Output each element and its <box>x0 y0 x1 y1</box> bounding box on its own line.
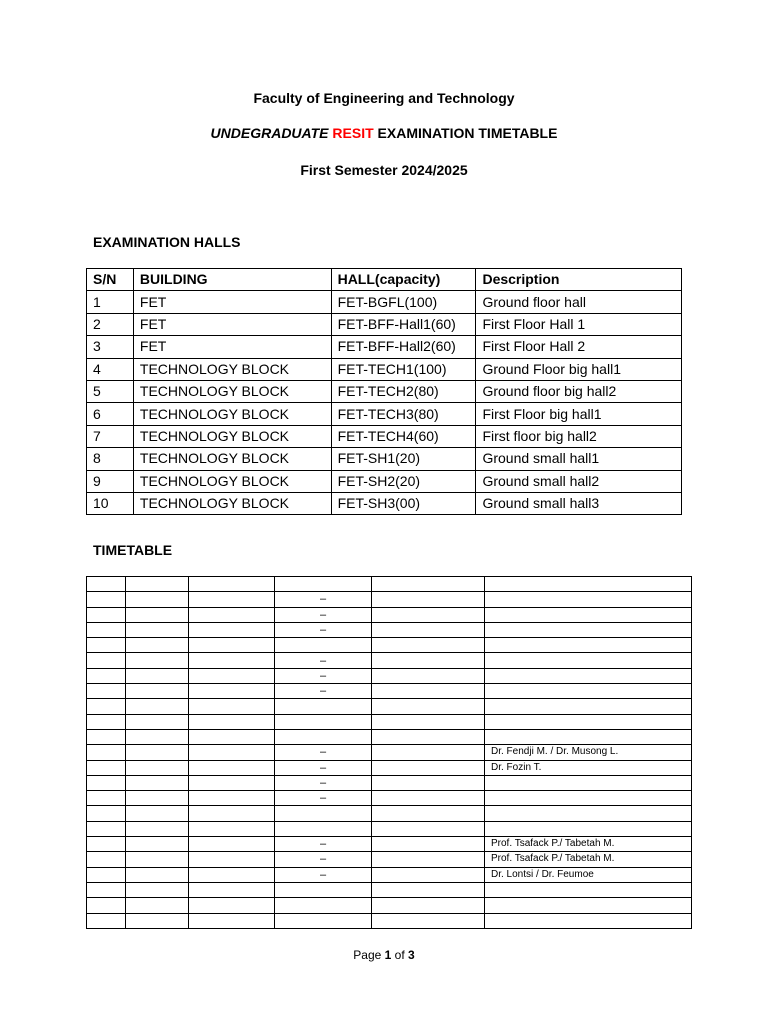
tt-cell-1 <box>87 684 126 699</box>
table-row <box>87 821 692 836</box>
hall-sn: 3 <box>87 336 134 358</box>
tt-cell-2 <box>126 638 189 653</box>
tt-cell-3 <box>189 684 275 699</box>
hall-building: TECHNOLOGY BLOCK <box>133 403 331 425</box>
hall-description: Ground floor big hall2 <box>476 380 682 402</box>
tt-cell-1 <box>87 775 126 790</box>
tt-cell-5 <box>372 577 485 592</box>
tt-cell-2 <box>126 791 189 806</box>
tt-cell-5 <box>372 852 485 867</box>
tt-cell-3 <box>189 607 275 622</box>
tt-cell-time: – <box>275 867 372 882</box>
table-row <box>87 492 682 514</box>
hall-description: Ground small hall2 <box>476 470 682 492</box>
tt-cell-time: – <box>275 837 372 852</box>
hall-description: Ground Floor big hall1 <box>476 358 682 380</box>
halls-table <box>86 268 682 515</box>
tt-cell-3 <box>189 622 275 637</box>
tt-cell-5 <box>372 745 485 760</box>
hall-description: First Floor Hall 1 <box>476 313 682 335</box>
tt-cell-time: – <box>275 653 372 668</box>
tt-cell-2 <box>126 806 189 821</box>
tt-cell-supervisor <box>485 882 692 897</box>
tt-cell-5 <box>372 592 485 607</box>
tt-cell-3 <box>189 714 275 729</box>
tt-cell-5 <box>372 882 485 897</box>
tt-cell-time: – <box>275 760 372 775</box>
hall-sn: 10 <box>87 492 134 514</box>
table-row <box>87 760 692 775</box>
tt-cell-time: – <box>275 622 372 637</box>
hall-name: FET-TECH3(80) <box>331 403 476 425</box>
halls-header-row <box>87 269 682 291</box>
tt-cell-5 <box>372 699 485 714</box>
tt-cell-2 <box>126 622 189 637</box>
hall-building: FET <box>133 313 331 335</box>
hall-sn: 2 <box>87 313 134 335</box>
tt-cell-2 <box>126 852 189 867</box>
table-row <box>87 592 692 607</box>
hall-building: TECHNOLOGY BLOCK <box>133 358 331 380</box>
col-header-building: BUILDING <box>133 269 331 291</box>
table-row <box>87 806 692 821</box>
tt-cell-1 <box>87 607 126 622</box>
title-resit: RESIT <box>332 125 374 141</box>
tt-cell-5 <box>372 668 485 683</box>
table-row <box>87 577 692 592</box>
table-row <box>87 882 692 897</box>
tt-cell-1 <box>87 837 126 852</box>
tt-cell-5 <box>372 622 485 637</box>
table-row <box>87 638 692 653</box>
timetable-title <box>0 125 768 141</box>
hall-description: Ground small hall3 <box>476 492 682 514</box>
hall-name: FET-TECH4(60) <box>331 425 476 447</box>
tt-cell-time: – <box>275 684 372 699</box>
tt-cell-3 <box>189 837 275 852</box>
tt-cell-1 <box>87 852 126 867</box>
tt-cell-2 <box>126 745 189 760</box>
tt-cell-2 <box>126 699 189 714</box>
tt-cell-3 <box>189 882 275 897</box>
tt-cell-3 <box>189 791 275 806</box>
tt-cell-2 <box>126 837 189 852</box>
tt-cell-3 <box>189 592 275 607</box>
tt-cell-3 <box>189 668 275 683</box>
tt-cell-3 <box>189 653 275 668</box>
tt-cell-time <box>275 821 372 836</box>
hall-building: TECHNOLOGY BLOCK <box>133 470 331 492</box>
timetable-section-title: TIMETABLE <box>93 542 173 558</box>
col-header-description: Description <box>476 269 682 291</box>
tt-cell-1 <box>87 653 126 668</box>
table-row <box>87 403 682 425</box>
tt-cell-5 <box>372 653 485 668</box>
tt-cell-5 <box>372 684 485 699</box>
tt-cell-time <box>275 577 372 592</box>
hall-sn: 1 <box>87 291 134 313</box>
table-row <box>87 867 692 882</box>
tt-cell-1 <box>87 622 126 637</box>
hall-building: FET <box>133 336 331 358</box>
tt-cell-2 <box>126 653 189 668</box>
tt-cell-supervisor <box>485 791 692 806</box>
hall-sn: 7 <box>87 425 134 447</box>
hall-name: FET-SH1(20) <box>331 448 476 470</box>
tt-cell-5 <box>372 607 485 622</box>
page-footer <box>0 948 768 962</box>
tt-cell-2 <box>126 913 189 928</box>
tt-cell-1 <box>87 760 126 775</box>
tt-cell-3 <box>189 806 275 821</box>
tt-cell-3 <box>189 638 275 653</box>
faculty-title: Faculty of Engineering and Technology <box>253 90 515 106</box>
table-row <box>87 607 692 622</box>
table-row <box>87 791 692 806</box>
tt-cell-5 <box>372 806 485 821</box>
tt-cell-2 <box>126 668 189 683</box>
hall-name: FET-BFF-Hall1(60) <box>331 313 476 335</box>
hall-building: TECHNOLOGY BLOCK <box>133 492 331 514</box>
page-total: 3 <box>408 948 415 962</box>
tt-cell-supervisor <box>485 592 692 607</box>
page-label: Page <box>353 948 382 962</box>
title-rest: EXAMINATION TIMETABLE <box>377 125 558 141</box>
tt-cell-1 <box>87 638 126 653</box>
tt-cell-supervisor <box>485 638 692 653</box>
tt-cell-5 <box>372 791 485 806</box>
tt-cell-1 <box>87 668 126 683</box>
tt-cell-2 <box>126 592 189 607</box>
tt-cell-1 <box>87 714 126 729</box>
tt-cell-supervisor <box>485 607 692 622</box>
tt-cell-supervisor: Prof. Tsafack P./ Tabetah M. <box>485 852 692 867</box>
tt-cell-3 <box>189 867 275 882</box>
tt-cell-time: – <box>275 791 372 806</box>
tt-cell-3 <box>189 775 275 790</box>
hall-sn: 4 <box>87 358 134 380</box>
page-current: 1 <box>384 948 392 962</box>
table-row <box>87 380 682 402</box>
tt-cell-3 <box>189 577 275 592</box>
tt-cell-1 <box>87 592 126 607</box>
tt-cell-supervisor <box>485 653 692 668</box>
tt-cell-time <box>275 882 372 897</box>
table-row <box>87 913 692 928</box>
hall-building: TECHNOLOGY BLOCK <box>133 448 331 470</box>
hall-name: FET-TECH1(100) <box>331 358 476 380</box>
tt-cell-supervisor: Dr. Fendji M. / Dr. Musong L. <box>485 745 692 760</box>
halls-table-body <box>87 291 682 515</box>
tt-cell-time: – <box>275 668 372 683</box>
tt-cell-2 <box>126 821 189 836</box>
hall-sn: 5 <box>87 380 134 402</box>
tt-cell-3 <box>189 898 275 913</box>
table-row <box>87 898 692 913</box>
tt-cell-supervisor <box>485 913 692 928</box>
tt-cell-3 <box>189 745 275 760</box>
table-row <box>87 313 682 335</box>
tt-cell-1 <box>87 913 126 928</box>
tt-cell-2 <box>126 577 189 592</box>
tt-cell-supervisor <box>485 714 692 729</box>
tt-cell-1 <box>87 699 126 714</box>
tt-cell-1 <box>87 791 126 806</box>
tt-cell-supervisor <box>485 729 692 744</box>
hall-description: Ground small hall1 <box>476 448 682 470</box>
tt-cell-2 <box>126 775 189 790</box>
tt-cell-time: – <box>275 852 372 867</box>
tt-cell-5 <box>372 867 485 882</box>
hall-description: First Floor big hall1 <box>476 403 682 425</box>
tt-cell-time: – <box>275 592 372 607</box>
hall-name: FET-BFF-Hall2(60) <box>331 336 476 358</box>
page-of: of <box>394 948 405 962</box>
tt-cell-3 <box>189 760 275 775</box>
tt-cell-2 <box>126 898 189 913</box>
tt-cell-5 <box>372 821 485 836</box>
table-row <box>87 714 692 729</box>
tt-cell-5 <box>372 714 485 729</box>
tt-cell-time <box>275 729 372 744</box>
hall-name: FET-TECH2(80) <box>331 380 476 402</box>
tt-cell-3 <box>189 852 275 867</box>
table-row <box>87 336 682 358</box>
table-row <box>87 358 682 380</box>
tt-cell-5 <box>372 729 485 744</box>
table-row <box>87 470 682 492</box>
tt-cell-supervisor <box>485 775 692 790</box>
tt-cell-2 <box>126 760 189 775</box>
tt-cell-supervisor <box>485 806 692 821</box>
tt-cell-2 <box>126 867 189 882</box>
table-row <box>87 622 692 637</box>
hall-name: FET-SH3(00) <box>331 492 476 514</box>
timetable-table <box>86 576 692 929</box>
tt-cell-time <box>275 913 372 928</box>
tt-cell-time <box>275 638 372 653</box>
hall-sn: 9 <box>87 470 134 492</box>
tt-cell-time <box>275 699 372 714</box>
table-row <box>87 775 692 790</box>
tt-cell-supervisor: Dr. Lontsi / Dr. Feumoe <box>485 867 692 882</box>
tt-cell-5 <box>372 638 485 653</box>
tt-cell-time: – <box>275 775 372 790</box>
tt-cell-time <box>275 806 372 821</box>
hall-description: Ground floor hall <box>476 291 682 313</box>
title-undergraduate: UNDEGRADUATE <box>210 125 329 141</box>
table-row <box>87 448 682 470</box>
table-row <box>87 729 692 744</box>
tt-cell-time <box>275 898 372 913</box>
tt-cell-1 <box>87 577 126 592</box>
tt-cell-2 <box>126 607 189 622</box>
hall-building: TECHNOLOGY BLOCK <box>133 425 331 447</box>
tt-cell-supervisor <box>485 699 692 714</box>
tt-cell-3 <box>189 729 275 744</box>
hall-building: TECHNOLOGY BLOCK <box>133 380 331 402</box>
tt-cell-2 <box>126 714 189 729</box>
tt-cell-5 <box>372 837 485 852</box>
table-row <box>87 653 692 668</box>
tt-cell-1 <box>87 882 126 897</box>
tt-cell-1 <box>87 806 126 821</box>
table-row <box>87 745 692 760</box>
tt-cell-2 <box>126 882 189 897</box>
tt-cell-3 <box>189 699 275 714</box>
tt-cell-5 <box>372 775 485 790</box>
tt-cell-supervisor <box>485 684 692 699</box>
table-row <box>87 852 692 867</box>
hall-name: FET-SH2(20) <box>331 470 476 492</box>
tt-cell-time: – <box>275 607 372 622</box>
tt-cell-2 <box>126 729 189 744</box>
tt-cell-supervisor <box>485 821 692 836</box>
table-row <box>87 699 692 714</box>
hall-building: FET <box>133 291 331 313</box>
tt-cell-1 <box>87 729 126 744</box>
hall-sn: 6 <box>87 403 134 425</box>
tt-cell-supervisor: Dr. Fozin T. <box>485 760 692 775</box>
tt-cell-1 <box>87 867 126 882</box>
col-header-sn: S/N <box>87 269 134 291</box>
tt-cell-supervisor: Prof. Tsafack P./ Tabetah M. <box>485 837 692 852</box>
hall-description: First floor big hall2 <box>476 425 682 447</box>
tt-cell-1 <box>87 898 126 913</box>
hall-name: FET-BGFL(100) <box>331 291 476 313</box>
col-header-hall: HALL(capacity) <box>331 269 476 291</box>
tt-cell-time <box>275 714 372 729</box>
table-row <box>87 684 692 699</box>
tt-cell-1 <box>87 745 126 760</box>
semester-title: First Semester 2024/2025 <box>300 162 468 178</box>
tt-cell-supervisor <box>485 898 692 913</box>
tt-cell-time: – <box>275 745 372 760</box>
tt-cell-supervisor <box>485 577 692 592</box>
halls-section-title: EXAMINATION HALLS <box>93 234 241 250</box>
hall-sn: 8 <box>87 448 134 470</box>
tt-cell-supervisor <box>485 622 692 637</box>
tt-cell-1 <box>87 821 126 836</box>
tt-cell-2 <box>126 684 189 699</box>
hall-description: First Floor Hall 2 <box>476 336 682 358</box>
timetable-body <box>87 577 692 929</box>
tt-cell-5 <box>372 760 485 775</box>
table-row <box>87 668 692 683</box>
tt-cell-3 <box>189 913 275 928</box>
tt-cell-5 <box>372 913 485 928</box>
tt-cell-3 <box>189 821 275 836</box>
table-row <box>87 425 682 447</box>
table-row <box>87 291 682 313</box>
table-row <box>87 837 692 852</box>
tt-cell-supervisor <box>485 668 692 683</box>
tt-cell-5 <box>372 898 485 913</box>
